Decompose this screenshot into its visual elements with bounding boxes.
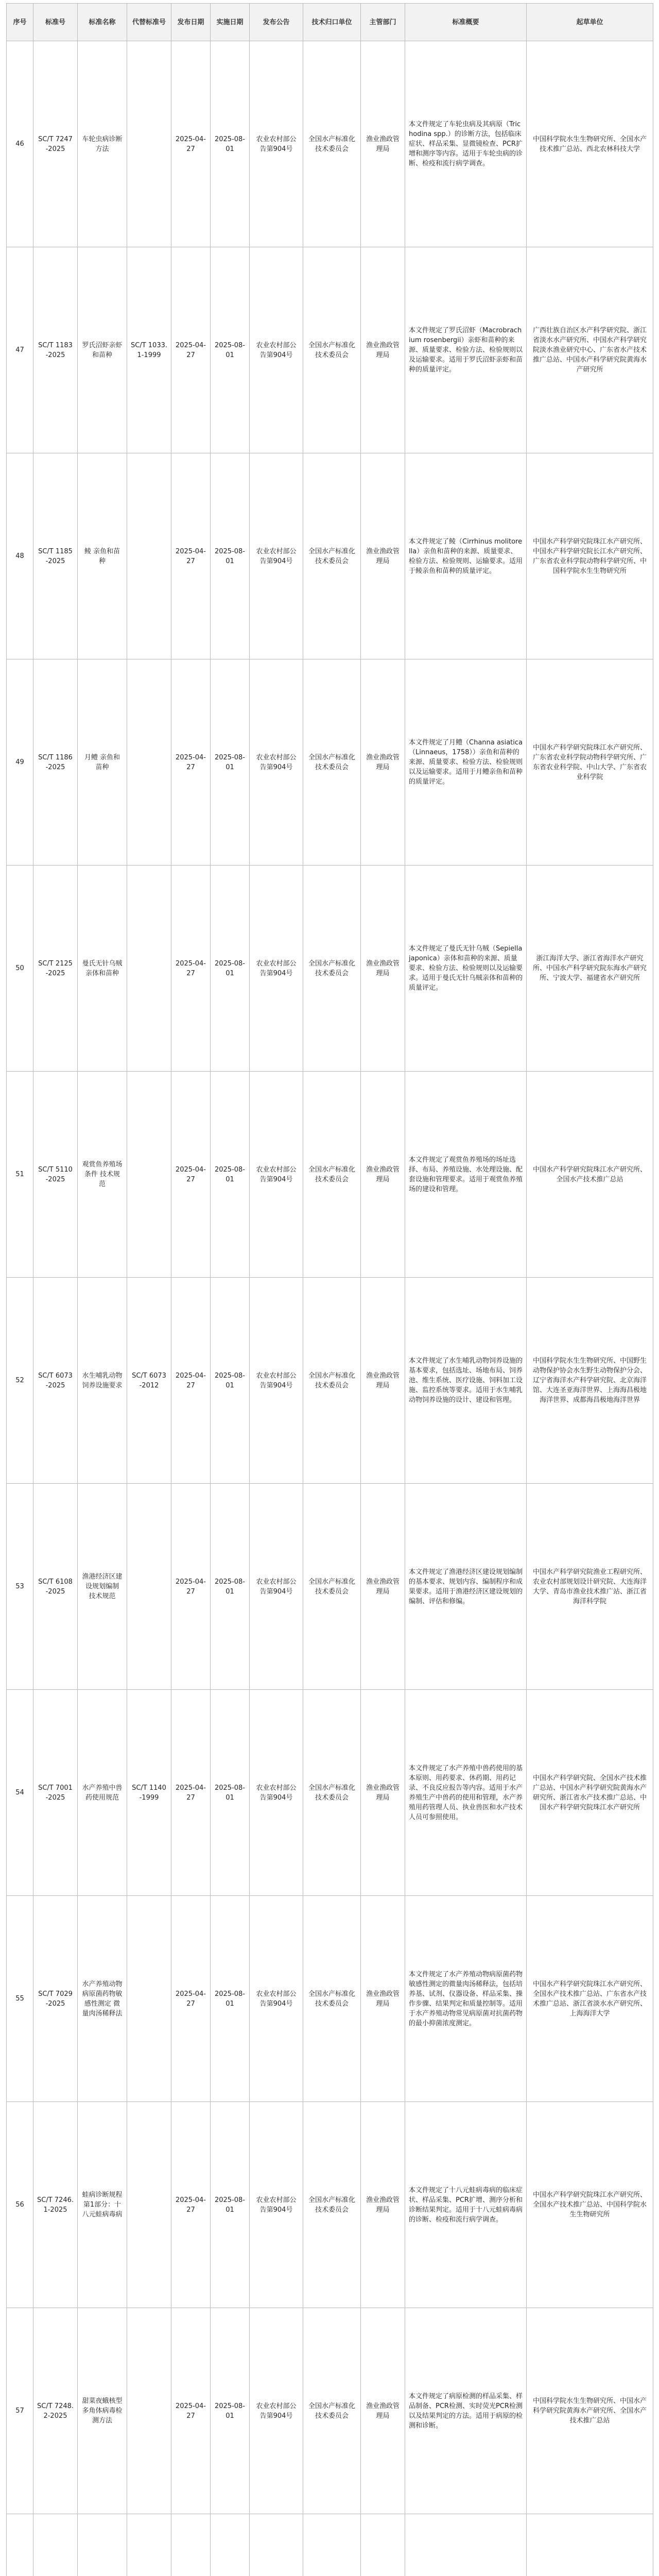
cell-notice: 农业农村部公告第904号 [250,1896,303,2102]
cell-dept: 渔业渔政管理局 [361,1278,405,1484]
table-row [7,453,653,659]
cell-pub-date: 2025-04-27 [171,1896,211,2102]
cell-dept: 渔业渔政管理局 [361,2308,405,2514]
cell-tc: 全国水产标准化技术委员会 [303,1484,361,1690]
cell-notice: 农业农村部公告第904号 [250,2102,303,2308]
cell-impl-date: 2025-08-01 [211,866,250,1072]
table-row [7,1278,653,1484]
standards-table [6,3,653,2576]
cell-dept: 渔业渔政管理局 [361,866,405,1072]
header-name: 标准名称 [78,4,127,41]
cell-summary: 本文件规定了水产养殖动物病原菌药物敏感性测定的微量肉汤稀释法，包括培养基、试剂、仪器设备、样品采集、操作步骤、结果判定和质量控制等。适用于水产养殖动物常见病原菌对抗菌药物的最小抑菌浓度测定。 [405,1896,527,2102]
cell-drafter: 中国水产科学研究院珠江水产研究所、全国水产技术推广总站、广东省水产技术推广总站、浙江省淡水水产研究所、上海海洋大学 [527,1896,653,2102]
table-row [7,1896,653,2102]
cell-tc: 全国水产标准化技术委员会 [303,247,361,453]
cell-no: 53 [7,1484,33,1690]
cell-code: SC/T 1186-2025 [33,659,78,866]
cell-dept: 渔业渔政管理局 [361,41,405,247]
cell-summary: 本文件规定了水产养殖中兽药使用的基本原则、用药要求、休药期、用药记录、不良反应报告等内容。适用于水产养殖生产中兽药的使用和管理，水产养殖用药管理人员、执业兽医和水产技术人员可参照使用。 [405,1690,527,1896]
cell-replaces [127,1072,171,1278]
cell-code: SC/T 1183-2025 [33,247,78,453]
cell-summary: 本文件规定了水生哺乳动物饲养设施的基本要求，包括选址、场地布局、饲养池、维生系统、医疗设施、饲料加工设施、监控系统等要求。适用于水生哺乳动物饲养设施的设计、建设和管理。 [405,1278,527,1484]
header-drafter: 起草单位 [527,4,653,41]
cell-notice: 农业农村部公告第904号 [250,1072,303,1278]
cell-drafter: 中国水产科学研究院渔业工程研究所、农业农村部规划设计研究院、大连海洋大学、青岛市渔业技术推广站、浙江省海洋科学院 [527,1484,653,1690]
cell-code: SC/T 1185-2025 [33,453,78,659]
cell-impl-date: 2025-08-01 [211,2102,250,2308]
cell-summary: 本文件规定了鲮（Cirrhinus molitorella）亲鱼和苗种的来源、质量要求、检验方法、检验规则、运输要求。适用于鲮亲鱼和苗种的质量评定。 [405,453,527,659]
cell-replaces [127,1484,171,1690]
cell-summary: 本文件规定了观赏鱼养殖场的场址选择、布局、养殖设施、水处理设施、配套设施和管理要求。适用于观赏鱼养殖场的建设和管理。 [405,1072,527,1278]
cell-no: 50 [7,866,33,1072]
cell-code: SC/T 7001-2025 [33,1690,78,1896]
table-row [7,2308,653,2514]
cell-pub-date: 2025-04-27 [171,41,211,247]
table-row [7,1072,653,1278]
cell-replaces [127,659,171,866]
cell-tc: 全国水产标准化技术委员会 [303,866,361,1072]
table-row [7,659,653,866]
cell-code [33,2514,78,2576]
header-no: 序号 [7,4,33,41]
cell-drafter: 中国水产科学研究院珠江水产研究所、全国水产技术推广总站 [527,1072,653,1278]
table-body [7,41,653,2576]
header-notice: 发布公告 [250,4,303,41]
cell-impl-date: 2025-08-01 [211,247,250,453]
cell-code: SC/T 7029-2025 [33,1896,78,2102]
cell-summary: 本文件规定了月鳢（Channa asiatica（Linnaeus，1758））亲鱼和苗种的来源、质量要求、检验方法、检验规则以及运输要求。适用于月鳢亲鱼和苗种的质量评定。 [405,659,527,866]
cell-notice: 农业农村部公告第904号 [250,866,303,1072]
cell-impl-date: 2025-08-01 [211,1896,250,2102]
cell-drafter: 中国水产科学研究院珠江水产研究所、中国水产科学研究院长江水产研究所、广东省农业科学院动物科学研究所、中国科学院水生生物研究所 [527,453,653,659]
cell-impl-date: 2025-08-01 [211,1484,250,1690]
cell-tc: 全国水产标准化技术委员会 [303,453,361,659]
cell-no: 47 [7,247,33,453]
cell-drafter: 浙江海洋大学、浙江省海洋水产研究所、中国水产科学研究院东海水产研究所、宁波大学、福建省水产研究所 [527,866,653,1072]
cell-impl-date: 2025-08-01 [211,41,250,247]
cell-code: SC/T 7247-2025 [33,41,78,247]
cell-replaces [127,2514,171,2576]
cell-code: SC/T 7248.2-2025 [33,2308,78,2514]
cell-replaces: SC/T 1140-1999 [127,1690,171,1896]
cell-pub-date [171,2514,211,2576]
cell-no: 46 [7,41,33,247]
cell-dept: 渔业渔政管理局 [361,1484,405,1690]
cell-pub-date: 2025-04-27 [171,247,211,453]
cell-impl-date: 2025-08-01 [211,1278,250,1484]
cell-notice: 农业农村部公告第904号 [250,41,303,247]
cell-notice: 农业农村部公告第904号 [250,453,303,659]
header-summary: 标准概要 [405,4,527,41]
cell-no: 51 [7,1072,33,1278]
cell-no [7,2514,33,2576]
cell-replaces [127,453,171,659]
cell-name [78,2514,127,2576]
table-row [7,247,653,453]
cell-dept: 渔业渔政管理局 [361,247,405,453]
cell-pub-date: 2025-04-27 [171,866,211,1072]
cell-impl-date [211,2514,250,2576]
cell-impl-date: 2025-08-01 [211,1072,250,1278]
cell-name: 水产养殖中兽药使用规范 [78,1690,127,1896]
cell-impl-date: 2025-08-01 [211,1690,250,1896]
cell-no: 49 [7,659,33,866]
table-row [7,41,653,247]
cell-summary [405,2514,527,2576]
header-code: 标准号 [33,4,78,41]
cell-drafter: 广西壮族自治区水产科学研究院、浙江省淡水水产研究所、中国水产科学研究院淡水渔业研究中心、广东省水产技术推广总站、中国水产科学研究院黄海水产研究所 [527,247,653,453]
cell-drafter [527,2514,653,2576]
table-row [7,2102,653,2308]
cell-replaces [127,2308,171,2514]
cell-notice: 农业农村部公告第904号 [250,1278,303,1484]
cell-name: 车轮虫病诊断方法 [78,41,127,247]
cell-summary: 本文件规定了十八元蛙病毒病的临床症状、样品采集、PCR扩增、测序分析和诊断结果判定。适用于十八元蛙病毒病的诊断、检疫和流行病学调查。 [405,2102,527,2308]
cell-replaces [127,1896,171,2102]
cell-drafter: 中国科学院水生生物研究所、全国水产技术推广总站、西北农林科技大学 [527,41,653,247]
cell-name: 观赏鱼养殖场条件 技术规范 [78,1072,127,1278]
cell-code: SC/T 2125-2025 [33,866,78,1072]
cell-notice: 农业农村部公告第904号 [250,1690,303,1896]
cell-summary: 本文件规定了车轮虫病及其病原（Trichodina spp.）的诊断方法，包括临床症状、样品采集、显微镜检查、PCR扩增和测序等内容。适用于车轮虫病的诊断、检疫和流行病学调查。 [405,41,527,247]
table-row [7,866,653,1072]
cell-dept: 渔业渔政管理局 [361,1072,405,1278]
cell-summary: 本文件规定了曼氏无针乌贼（Sepiella japonica）亲体和苗种的来源、质量要求、检验方法、检验规则以及运输要求。适用于曼氏无针乌贼亲体和苗种的质量评定。 [405,866,527,1072]
cell-pub-date: 2025-04-27 [171,453,211,659]
header-tc: 技术归口单位 [303,4,361,41]
cell-tc: 全国水产标准化技术委员会 [303,2308,361,2514]
cell-dept: 渔业渔政管理局 [361,1690,405,1896]
cell-name: 蛙病诊断规程 第1部分：十八元蛙病毒病 [78,2102,127,2308]
cell-name: 渔港经济区建设规划编制 技术规范 [78,1484,127,1690]
cell-drafter: 中国科学院水生生物研究所、中国水产科学研究院黄海水产研究所、全国水产技术推广总站 [527,2308,653,2514]
cell-pub-date: 2025-04-27 [171,1072,211,1278]
cell-notice: 农业农村部公告第904号 [250,247,303,453]
cell-name: 甜菜夜蛾核型多角体病毒检测方法 [78,2308,127,2514]
cell-pub-date: 2025-04-27 [171,1690,211,1896]
cell-name: 罗氏沼虾亲虾和苗种 [78,247,127,453]
cell-code: SC/T 5110-2025 [33,1072,78,1278]
table-header-row [7,4,653,41]
cell-pub-date: 2025-04-27 [171,2308,211,2514]
cell-name: 水生哺乳动物饲养设施要求 [78,1278,127,1484]
cell-drafter: 中国水产科学研究院珠江水产研究所、全国水产技术推广总站、中国科学院水生生物研究所 [527,2102,653,2308]
table-row [7,2514,653,2576]
cell-drafter: 中国科学院水生生物研究所、中国野生动物保护协会水生野生动物保护分会、辽宁省海洋水产科学研究院、北京海洋馆、大连圣亚海洋世界、上海海昌极地海洋世界、成都海昌极地海洋世界 [527,1278,653,1484]
cell-pub-date: 2025-04-27 [171,1278,211,1484]
cell-impl-date: 2025-08-01 [211,2308,250,2514]
cell-tc: 全国水产标准化技术委员会 [303,659,361,866]
cell-pub-date: 2025-04-27 [171,1484,211,1690]
cell-dept [361,2514,405,2576]
cell-replaces: SC/T 6073-2012 [127,1278,171,1484]
cell-tc: 全国水产标准化技术委员会 [303,2102,361,2308]
cell-no: 56 [7,2102,33,2308]
cell-pub-date: 2025-04-27 [171,659,211,866]
cell-dept: 渔业渔政管理局 [361,453,405,659]
cell-no: 52 [7,1278,33,1484]
cell-notice [250,2514,303,2576]
cell-code: SC/T 6073-2025 [33,1278,78,1484]
cell-dept: 渔业渔政管理局 [361,1896,405,2102]
cell-tc: 全国水产标准化技术委员会 [303,1278,361,1484]
standards-table-wrapper [6,3,653,2576]
cell-name: 曼氏无针乌贼 亲体和苗种 [78,866,127,1072]
header-replaces: 代替标准号 [127,4,171,41]
cell-notice: 农业农村部公告第904号 [250,659,303,866]
cell-replaces: SC/T 1033.1-1999 [127,247,171,453]
cell-tc: 全国水产标准化技术委员会 [303,1690,361,1896]
cell-tc [303,2514,361,2576]
cell-summary: 本文件规定了渔港经济区建设规划编制的基本要求、规划内容、编制程序和成果要求。适用于渔港经济区建设规划的编制、评估和修编。 [405,1484,527,1690]
header-impl-date: 实施日期 [211,4,250,41]
header-dept: 主管部门 [361,4,405,41]
cell-notice: 农业农村部公告第904号 [250,2308,303,2514]
cell-impl-date: 2025-08-01 [211,659,250,866]
cell-drafter: 中国水产科学研究院、全国水产技术推广总站、中国水产科学研究院黄海水产研究所、浙江省水产技术推广总站、中国水产科学研究院珠江水产研究所 [527,1690,653,1896]
cell-summary: 本文件规定了病原检测的样品采集、样品制备、PCR检测、实时荧光PCR检测以及结果判定的方法。适用于病原的检测和诊断。 [405,2308,527,2514]
cell-replaces [127,2102,171,2308]
table-row [7,1484,653,1690]
cell-code: SC/T 6108-2025 [33,1484,78,1690]
cell-notice: 农业农村部公告第904号 [250,1484,303,1690]
cell-name: 鲮 亲鱼和苗种 [78,453,127,659]
cell-no: 57 [7,2308,33,2514]
cell-no: 55 [7,1896,33,2102]
cell-dept: 渔业渔政管理局 [361,2102,405,2308]
cell-dept: 渔业渔政管理局 [361,659,405,866]
cell-drafter: 中国水产科学研究院珠江水产研究所、广东省农业科学院动物科学研究所、广东省农业科学院、中山大学、广东省农业科学院 [527,659,653,866]
cell-tc: 全国水产标准化技术委员会 [303,1072,361,1278]
cell-replaces [127,866,171,1072]
cell-code: SC/T 7246.1-2025 [33,2102,78,2308]
cell-name: 月鳢 亲鱼和苗种 [78,659,127,866]
cell-replaces [127,41,171,247]
cell-pub-date: 2025-04-27 [171,2102,211,2308]
cell-no: 48 [7,453,33,659]
header-pub-date: 发布日期 [171,4,211,41]
table-row [7,1690,653,1896]
cell-tc: 全国水产标准化技术委员会 [303,1896,361,2102]
cell-impl-date: 2025-08-01 [211,453,250,659]
cell-summary: 本文件规定了罗氏沼虾（Macrobrachium rosenbergii）亲虾和苗种的来源、质量要求、检验方法、检验规则以及运输要求。适用于罗氏沼虾亲虾和苗种的质量评定。 [405,247,527,453]
cell-name: 水产养殖动物病原菌药物敏感性测定 微量肉汤稀释法 [78,1896,127,2102]
cell-tc: 全国水产标准化技术委员会 [303,41,361,247]
cell-no: 54 [7,1690,33,1896]
